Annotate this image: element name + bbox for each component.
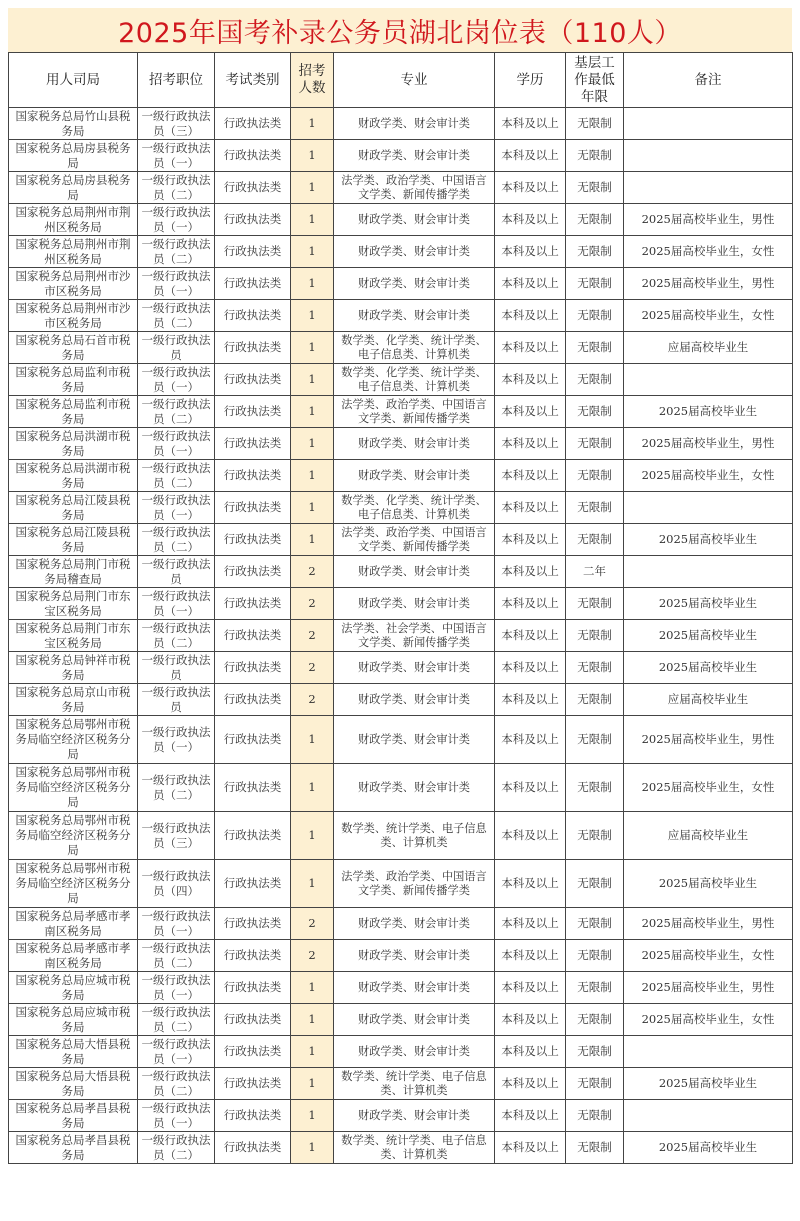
position-cell: 一级行政执法员（二） [138,1004,215,1036]
note-cell [624,1100,793,1132]
count-cell: 1 [291,1132,334,1164]
positions-table [8,52,793,1164]
org-cell: 国家税务总局房县税务局 [9,140,138,172]
note-cell: 2025届高校毕业生，女性 [624,940,793,972]
note-cell: 2025届高校毕业生，男性 [624,268,793,300]
major-cell: 财政学类、财会审计类 [334,940,495,972]
table-row [9,940,793,972]
exam-type-cell: 行政执法类 [215,588,291,620]
major-cell: 财政学类、财会审计类 [334,716,495,764]
count-cell: 1 [291,332,334,364]
position-cell: 一级行政执法员（一） [138,1100,215,1132]
major-cell: 财政学类、财会审计类 [334,236,495,268]
note-cell: 2025届高校毕业生 [624,620,793,652]
org-cell: 国家税务总局孝昌县税务局 [9,1100,138,1132]
major-cell: 财政学类、财会审计类 [334,428,495,460]
count-cell: 1 [291,812,334,860]
exam-type-cell: 行政执法类 [215,812,291,860]
education-cell: 本科及以上 [495,764,566,812]
experience-cell: 无限制 [566,716,624,764]
experience-cell: 无限制 [566,972,624,1004]
note-cell: 2025届高校毕业生 [624,396,793,428]
experience-cell: 无限制 [566,908,624,940]
org-cell: 国家税务总局鄂州市税务局临空经济区税务分局 [9,764,138,812]
position-cell: 一级行政执法员（一） [138,1036,215,1068]
note-cell: 2025届高校毕业生 [624,1068,793,1100]
table-body [9,108,793,1164]
exam-type-cell: 行政执法类 [215,108,291,140]
experience-cell: 无限制 [566,428,624,460]
exam-type-cell: 行政执法类 [215,1068,291,1100]
position-cell: 一级行政执法员（三） [138,108,215,140]
table-row [9,716,793,764]
note-cell: 2025届高校毕业生 [624,524,793,556]
major-cell: 数学类、统计学类、电子信息类、计算机类 [334,812,495,860]
education-cell: 本科及以上 [495,300,566,332]
note-cell: 应届高校毕业生 [624,812,793,860]
experience-cell: 无限制 [566,140,624,172]
count-cell: 1 [291,524,334,556]
table-row [9,1100,793,1132]
education-cell: 本科及以上 [495,556,566,588]
exam-type-cell: 行政执法类 [215,172,291,204]
major-cell: 财政学类、财会审计类 [334,972,495,1004]
experience-cell: 无限制 [566,396,624,428]
experience-cell: 无限制 [566,1132,624,1164]
experience-cell: 无限制 [566,268,624,300]
table-row [9,364,793,396]
note-cell [624,108,793,140]
education-cell: 本科及以上 [495,652,566,684]
note-cell: 2025届高校毕业生 [624,1132,793,1164]
org-cell: 国家税务总局荆州市沙市区税务局 [9,268,138,300]
education-cell: 本科及以上 [495,524,566,556]
experience-cell: 无限制 [566,300,624,332]
count-cell: 2 [291,620,334,652]
experience-cell: 无限制 [566,204,624,236]
exam-type-cell: 行政执法类 [215,332,291,364]
count-cell: 1 [291,108,334,140]
count-cell: 1 [291,428,334,460]
position-cell: 一级行政执法员（一） [138,364,215,396]
count-cell: 1 [291,236,334,268]
major-cell: 数学类、化学类、统计学类、电子信息类、计算机类 [334,332,495,364]
position-cell: 一级行政执法员（一） [138,140,215,172]
table-row [9,460,793,492]
education-cell: 本科及以上 [495,1132,566,1164]
org-cell: 国家税务总局荆门市东宝区税务局 [9,588,138,620]
education-cell: 本科及以上 [495,364,566,396]
exam-type-cell: 行政执法类 [215,716,291,764]
exam-type-cell: 行政执法类 [215,524,291,556]
experience-cell: 无限制 [566,764,624,812]
table-row [9,620,793,652]
table-row [9,1036,793,1068]
major-cell: 财政学类、财会审计类 [334,300,495,332]
exam-type-cell: 行政执法类 [215,1132,291,1164]
exam-type-cell: 行政执法类 [215,684,291,716]
org-cell: 国家税务总局鄂州市税务局临空经济区税务分局 [9,812,138,860]
major-cell: 财政学类、财会审计类 [334,108,495,140]
count-cell: 1 [291,172,334,204]
note-cell: 2025届高校毕业生 [624,652,793,684]
table-row [9,812,793,860]
exam-type-cell: 行政执法类 [215,972,291,1004]
table-row [9,300,793,332]
org-cell: 国家税务总局孝昌县税务局 [9,1132,138,1164]
table-row [9,972,793,1004]
education-cell: 本科及以上 [495,140,566,172]
table-row [9,268,793,300]
note-cell: 2025届高校毕业生，女性 [624,1004,793,1036]
education-cell: 本科及以上 [495,1068,566,1100]
table-row [9,524,793,556]
position-cell: 一级行政执法员（二） [138,172,215,204]
org-cell: 国家税务总局江陵县税务局 [9,524,138,556]
exam-type-cell: 行政执法类 [215,764,291,812]
experience-cell: 无限制 [566,1068,624,1100]
education-cell: 本科及以上 [495,716,566,764]
org-cell: 国家税务总局鄂州市税务局临空经济区税务分局 [9,716,138,764]
org-cell: 国家税务总局荆门市税务局稽查局 [9,556,138,588]
exam-type-cell: 行政执法类 [215,460,291,492]
org-cell: 国家税务总局洪湖市税务局 [9,428,138,460]
org-cell: 国家税务总局荆州市沙市区税务局 [9,300,138,332]
education-cell: 本科及以上 [495,908,566,940]
exam-type-cell: 行政执法类 [215,268,291,300]
count-cell: 2 [291,908,334,940]
exam-type-cell: 行政执法类 [215,300,291,332]
org-cell: 国家税务总局洪湖市税务局 [9,460,138,492]
note-cell: 2025届高校毕业生，女性 [624,460,793,492]
header-row [9,53,793,108]
position-cell: 一级行政执法员（二） [138,524,215,556]
exam-type-cell: 行政执法类 [215,492,291,524]
position-cell: 一级行政执法员（三） [138,812,215,860]
count-cell: 1 [291,204,334,236]
table-row [9,172,793,204]
education-cell: 本科及以上 [495,972,566,1004]
experience-cell: 无限制 [566,108,624,140]
education-cell: 本科及以上 [495,172,566,204]
education-cell: 本科及以上 [495,204,566,236]
education-cell: 本科及以上 [495,812,566,860]
exam-type-cell: 行政执法类 [215,652,291,684]
experience-cell: 无限制 [566,812,624,860]
education-cell: 本科及以上 [495,620,566,652]
header-major: 专业 [334,53,495,108]
note-cell [624,172,793,204]
table-row [9,1132,793,1164]
position-cell: 一级行政执法员（二） [138,764,215,812]
major-cell: 财政学类、财会审计类 [334,1100,495,1132]
experience-cell: 无限制 [566,684,624,716]
position-cell: 一级行政执法员（一） [138,492,215,524]
table-row [9,652,793,684]
position-cell: 一级行政执法员（一） [138,204,215,236]
position-cell: 一级行政执法员 [138,684,215,716]
count-cell: 1 [291,1100,334,1132]
position-cell: 一级行政执法员（二） [138,620,215,652]
position-cell: 一级行政执法员（二） [138,460,215,492]
count-cell: 1 [291,364,334,396]
exam-type-cell: 行政执法类 [215,140,291,172]
major-cell: 财政学类、财会审计类 [334,556,495,588]
position-cell: 一级行政执法员（一） [138,908,215,940]
exam-type-cell: 行政执法类 [215,1036,291,1068]
table-row [9,908,793,940]
exam-type-cell: 行政执法类 [215,236,291,268]
position-cell: 一级行政执法员 [138,652,215,684]
major-cell: 财政学类、财会审计类 [334,460,495,492]
org-cell: 国家税务总局荆州市荆州区税务局 [9,236,138,268]
position-cell: 一级行政执法员（一） [138,268,215,300]
header-experience: 基层工作最低年限 [566,53,624,108]
count-cell: 1 [291,396,334,428]
major-cell: 法学类、政治学类、中国语言文学类、新闻传播学类 [334,172,495,204]
count-cell: 1 [291,268,334,300]
experience-cell: 无限制 [566,172,624,204]
education-cell: 本科及以上 [495,396,566,428]
org-cell: 国家税务总局竹山县税务局 [9,108,138,140]
position-cell: 一级行政执法员 [138,556,215,588]
table-row [9,1004,793,1036]
experience-cell: 无限制 [566,524,624,556]
count-cell: 2 [291,588,334,620]
education-cell: 本科及以上 [495,108,566,140]
exam-type-cell: 行政执法类 [215,860,291,908]
org-cell: 国家税务总局监利市税务局 [9,364,138,396]
note-cell [624,140,793,172]
org-cell: 国家税务总局监利市税务局 [9,396,138,428]
education-cell: 本科及以上 [495,236,566,268]
education-cell: 本科及以上 [495,684,566,716]
major-cell: 法学类、社会学类、中国语言文学类、新闻传播学类 [334,620,495,652]
note-cell: 2025届高校毕业生，女性 [624,300,793,332]
major-cell: 财政学类、财会审计类 [334,908,495,940]
education-cell: 本科及以上 [495,860,566,908]
org-cell: 国家税务总局石首市税务局 [9,332,138,364]
count-cell: 1 [291,1036,334,1068]
note-cell [624,556,793,588]
major-cell: 财政学类、财会审计类 [334,684,495,716]
table-row [9,860,793,908]
table-row [9,556,793,588]
exam-type-cell: 行政执法类 [215,204,291,236]
education-cell: 本科及以上 [495,1004,566,1036]
position-cell: 一级行政执法员（二） [138,940,215,972]
count-cell: 2 [291,940,334,972]
major-cell: 财政学类、财会审计类 [334,268,495,300]
count-cell: 1 [291,1004,334,1036]
header-exam-type: 考试类别 [215,53,291,108]
table-row [9,1068,793,1100]
education-cell: 本科及以上 [495,492,566,524]
major-cell: 财政学类、财会审计类 [334,140,495,172]
experience-cell: 无限制 [566,1100,624,1132]
header-position: 招考职位 [138,53,215,108]
org-cell: 国家税务总局孝感市孝南区税务局 [9,908,138,940]
note-cell: 应届高校毕业生 [624,332,793,364]
count-cell: 1 [291,972,334,1004]
note-cell: 2025届高校毕业生，男性 [624,908,793,940]
header-org: 用人司局 [9,53,138,108]
org-cell: 国家税务总局应城市税务局 [9,1004,138,1036]
major-cell: 法学类、政治学类、中国语言文学类、新闻传播学类 [334,860,495,908]
education-cell: 本科及以上 [495,460,566,492]
count-cell: 1 [291,860,334,908]
position-cell: 一级行政执法员（二） [138,396,215,428]
major-cell: 财政学类、财会审计类 [334,1004,495,1036]
position-cell: 一级行政执法员（一） [138,428,215,460]
exam-type-cell: 行政执法类 [215,620,291,652]
major-cell: 财政学类、财会审计类 [334,204,495,236]
experience-cell: 无限制 [566,332,624,364]
experience-cell: 二年 [566,556,624,588]
org-cell: 国家税务总局荆州市荆州区税务局 [9,204,138,236]
exam-type-cell: 行政执法类 [215,556,291,588]
experience-cell: 无限制 [566,588,624,620]
note-cell: 2025届高校毕业生，男性 [624,428,793,460]
org-cell: 国家税务总局京山市税务局 [9,684,138,716]
education-cell: 本科及以上 [495,428,566,460]
position-cell: 一级行政执法员（二） [138,300,215,332]
count-cell: 1 [291,492,334,524]
experience-cell: 无限制 [566,460,624,492]
table-row [9,236,793,268]
education-cell: 本科及以上 [495,332,566,364]
count-cell: 1 [291,764,334,812]
count-cell: 2 [291,652,334,684]
experience-cell: 无限制 [566,492,624,524]
major-cell: 数学类、化学类、统计学类、电子信息类、计算机类 [334,364,495,396]
note-cell: 应届高校毕业生 [624,684,793,716]
education-cell: 本科及以上 [495,268,566,300]
major-cell: 数学类、统计学类、电子信息类、计算机类 [334,1068,495,1100]
count-cell: 1 [291,716,334,764]
position-cell: 一级行政执法员（二） [138,1132,215,1164]
education-cell: 本科及以上 [495,1100,566,1132]
table-row [9,684,793,716]
org-cell: 国家税务总局孝感市孝南区税务局 [9,940,138,972]
table-row [9,492,793,524]
org-cell: 国家税务总局大悟县税务局 [9,1036,138,1068]
org-cell: 国家税务总局钟祥市税务局 [9,652,138,684]
org-cell: 国家税务总局荆门市东宝区税务局 [9,620,138,652]
experience-cell: 无限制 [566,940,624,972]
note-cell: 2025届高校毕业生，男性 [624,972,793,1004]
major-cell: 法学类、政治学类、中国语言文学类、新闻传播学类 [334,524,495,556]
position-cell: 一级行政执法员（四） [138,860,215,908]
recruitment-sheet [8,8,792,1164]
exam-type-cell: 行政执法类 [215,940,291,972]
major-cell: 财政学类、财会审计类 [334,588,495,620]
table-row [9,204,793,236]
note-cell: 2025届高校毕业生，女性 [624,236,793,268]
experience-cell: 无限制 [566,236,624,268]
exam-type-cell: 行政执法类 [215,1004,291,1036]
major-cell: 数学类、化学类、统计学类、电子信息类、计算机类 [334,492,495,524]
note-cell: 2025届高校毕业生，男性 [624,716,793,764]
note-cell [624,492,793,524]
org-cell: 国家税务总局房县税务局 [9,172,138,204]
org-cell: 国家税务总局应城市税务局 [9,972,138,1004]
header-education: 学历 [495,53,566,108]
table-row [9,428,793,460]
count-cell: 1 [291,140,334,172]
note-cell: 2025届高校毕业生 [624,588,793,620]
note-cell [624,1036,793,1068]
note-cell [624,364,793,396]
position-cell: 一级行政执法员（一） [138,588,215,620]
major-cell: 财政学类、财会审计类 [334,1036,495,1068]
org-cell: 国家税务总局鄂州市税务局临空经济区税务分局 [9,860,138,908]
position-cell: 一级行政执法员（一） [138,716,215,764]
experience-cell: 无限制 [566,1036,624,1068]
header-count: 招考人数 [291,53,334,108]
position-cell: 一级行政执法员（二） [138,1068,215,1100]
table-row [9,396,793,428]
count-cell: 2 [291,556,334,588]
count-cell: 2 [291,684,334,716]
table-row [9,588,793,620]
experience-cell: 无限制 [566,1004,624,1036]
table-row [9,108,793,140]
position-cell: 一级行政执法员（二） [138,236,215,268]
exam-type-cell: 行政执法类 [215,428,291,460]
exam-type-cell: 行政执法类 [215,1100,291,1132]
table-row [9,332,793,364]
education-cell: 本科及以上 [495,1036,566,1068]
experience-cell: 无限制 [566,364,624,396]
experience-cell: 无限制 [566,860,624,908]
header-note: 备注 [624,53,793,108]
exam-type-cell: 行政执法类 [215,396,291,428]
table-row [9,140,793,172]
education-cell: 本科及以上 [495,940,566,972]
exam-type-cell: 行政执法类 [215,908,291,940]
major-cell: 财政学类、财会审计类 [334,652,495,684]
exam-type-cell: 行政执法类 [215,364,291,396]
education-cell: 本科及以上 [495,588,566,620]
experience-cell: 无限制 [566,652,624,684]
major-cell: 财政学类、财会审计类 [334,764,495,812]
org-cell: 国家税务总局江陵县税务局 [9,492,138,524]
note-cell: 2025届高校毕业生，女性 [624,764,793,812]
page-title: 2025年国考补录公务员湖北岗位表（110人） [8,8,792,52]
table-row [9,764,793,812]
count-cell: 1 [291,460,334,492]
note-cell: 2025届高校毕业生，男性 [624,204,793,236]
major-cell: 数学类、统计学类、电子信息类、计算机类 [334,1132,495,1164]
count-cell: 1 [291,300,334,332]
position-cell: 一级行政执法员 [138,332,215,364]
experience-cell: 无限制 [566,620,624,652]
org-cell: 国家税务总局大悟县税务局 [9,1068,138,1100]
note-cell: 2025届高校毕业生 [624,860,793,908]
count-cell: 1 [291,1068,334,1100]
position-cell: 一级行政执法员（一） [138,972,215,1004]
major-cell: 法学类、政治学类、中国语言文学类、新闻传播学类 [334,396,495,428]
